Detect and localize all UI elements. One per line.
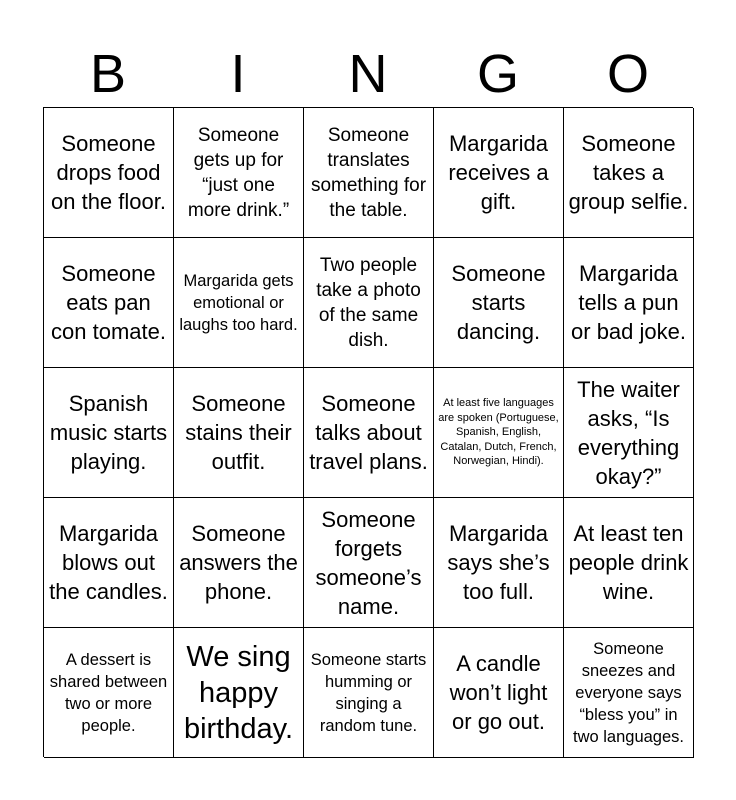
cell-text: Two people take a photo of the same dish. [316,254,421,351]
bingo-cell[interactable] [434,498,564,628]
header-letter-o: O [606,44,649,104]
header-letter-i: I [230,44,246,104]
cell-text: A dessert is shared between two or more people. [49,650,168,735]
bingo-cell[interactable] [434,628,564,758]
cell-text: Someone answers the phone. [179,521,298,604]
cell-text: Someone drops food on the floor. [51,131,166,214]
cell-text: The waiter asks, “Is everything okay?” [577,376,680,489]
bingo-cell[interactable] [434,238,564,368]
cell-text: Someone gets up for “just one more drink.” [187,124,290,221]
bingo-cell[interactable] [44,628,174,758]
cell-text: At least five languages are spoken (Portuguese, Spanish, English, Catalan, Dutch, French, Norwegian, Hindi). [438,397,559,468]
cell-text: Someone takes a group selfie. [568,131,689,214]
cell-text: Margarida blows out the candles. [49,521,168,604]
bingo-cell[interactable] [564,498,694,628]
cell-text: Someone starts humming or singing a random tune. [310,650,427,735]
bingo-cell[interactable] [44,368,174,498]
header-letter-b: B [89,44,127,104]
bingo-cell[interactable] [304,238,434,368]
cell-text: Margarida gets emotional or laughs too hard. [179,271,298,334]
cell-text: Margarida receives a gift. [448,131,549,214]
cell-text: A candle won’t light or go out. [449,651,548,734]
bingo-cell[interactable] [174,628,304,758]
header-letter-g: G [476,44,519,104]
bingo-cell[interactable] [304,108,434,238]
cell-text: Someone sneezes and everyone says “bless you” in two languages. [573,639,684,746]
header-letter-n: N [348,44,388,104]
cell-text: At least ten people drink wine. [568,521,689,604]
bingo-cell[interactable] [174,108,304,238]
bingo-cell[interactable] [174,238,304,368]
bingo-cell[interactable] [564,628,694,758]
cell-text: Someone forgets someone’s name. [315,506,422,619]
bingo-cell[interactable] [564,368,694,498]
bingo-cell[interactable] [304,368,434,498]
bingo-cell[interactable] [174,498,304,628]
cell-text: Someone translates something for the table. [310,124,427,221]
bingo-cell[interactable] [304,498,434,628]
cell-text: Someone eats pan con tomate. [51,261,166,344]
bingo-card [43,107,693,757]
cell-text: Spanish music starts playing. [49,391,168,474]
bingo-cell[interactable] [44,238,174,368]
bingo-cell[interactable] [44,498,174,628]
bingo-header [43,40,693,108]
bingo-cell[interactable] [434,368,564,498]
cell-text: Someone talks about travel plans. [309,391,428,474]
cell-text: We sing happy birthday. [183,640,294,745]
bingo-cell[interactable] [304,628,434,758]
cell-text: Margarida says she’s too full. [447,521,550,604]
cell-text: Someone stains their outfit. [185,391,292,474]
bingo-cell[interactable] [564,238,694,368]
bingo-cell[interactable] [174,368,304,498]
bingo-cell[interactable] [564,108,694,238]
bingo-cell[interactable] [44,108,174,238]
cell-text: Margarida tells a pun or bad joke. [571,261,686,344]
bingo-cell[interactable] [434,108,564,238]
cell-text: Someone starts dancing. [451,261,546,344]
